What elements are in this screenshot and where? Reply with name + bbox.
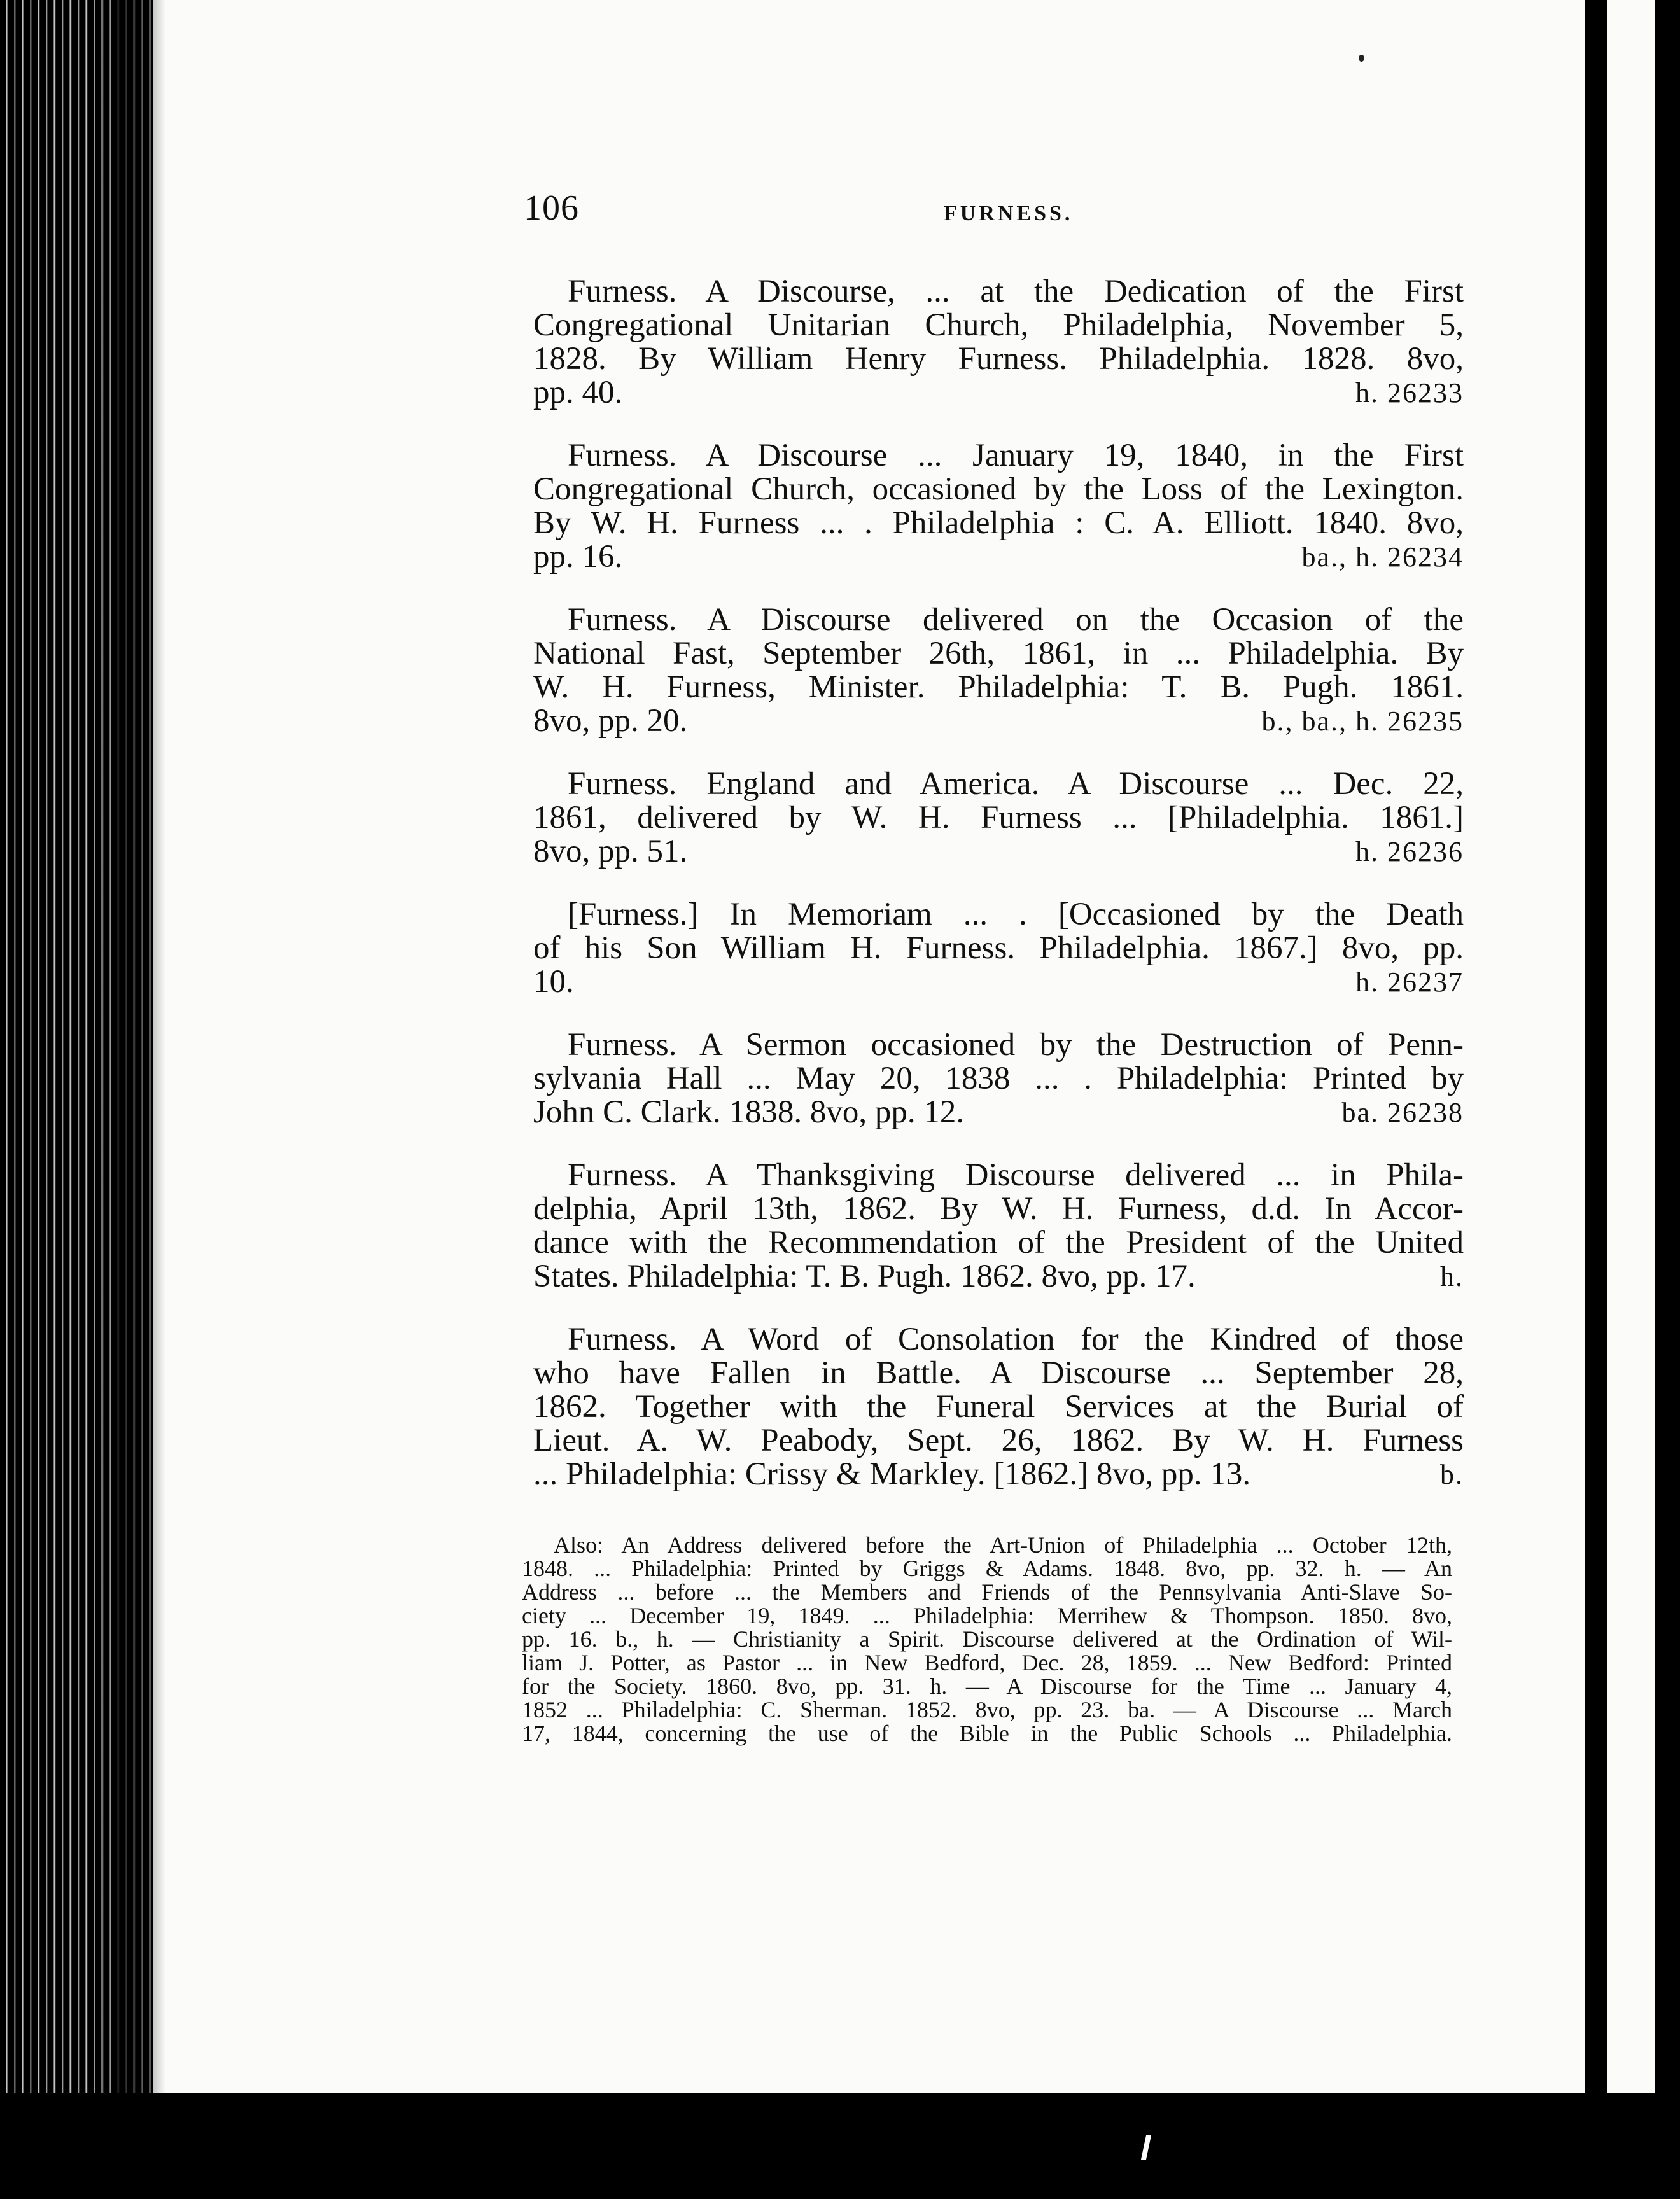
entry-reference: h. — [1440, 1261, 1464, 1292]
entry-line: Furness. A Discourse, ... at the Dedication of the First — [568, 274, 1464, 309]
entry-line: 1828. By William Henry Furness. Philadelphia. 1828. 8vo, — [533, 341, 1464, 377]
scan-speck — [1359, 55, 1364, 62]
gutter-shadow — [115, 0, 165, 2199]
entry-line: 8vo, pp. 51. — [533, 834, 688, 869]
bibliography-entry — [533, 1323, 1464, 1491]
note-line: 17, 1844, concerning the use of the Bible in the Public Schools ... Philadelphia. — [522, 1721, 1452, 1746]
entry-line: of his Son William H. Furness. Philadelphia. 1867.] 8vo, pp. — [533, 930, 1464, 966]
entry-line: Furness. A Discourse ... January 19, 1840, in the First — [568, 438, 1464, 473]
entry-reference: h. 26237 — [1355, 967, 1464, 998]
entry-line: W. H. Furness, Minister. Philadelphia: T. B. Pugh. 1861. — [533, 669, 1464, 705]
bibliography-entries — [533, 275, 1464, 1521]
entry-line: delphia, April 13th, 1862. By W. H. Furness, d.d. In Accor- — [533, 1191, 1464, 1227]
bibliography-entry — [533, 1028, 1464, 1129]
bibliography-entry — [533, 439, 1464, 574]
note-line: for the Society. 1860. 8vo, pp. 31. h. — A Discourse for the Time ... January 4, — [522, 1673, 1452, 1699]
entry-line: Congregational Unitarian Church, Philadelphia, November 5, — [533, 307, 1464, 343]
note-line: 1852 ... Philadelphia: C. Sherman. 1852. 8vo, pp. 23. ba. — A Discourse ... March — [522, 1697, 1452, 1722]
note-line: pp. 16. b., h. — Christianity a Spirit. Discourse delivered at the Ordination of Wil- — [522, 1626, 1452, 1652]
entry-line: [Furness.] In Memoriam ... . [Occasioned by the Death — [568, 897, 1464, 932]
entry-last-line — [533, 1458, 1464, 1491]
entry-line: Congregational Church, occasioned by the Loss of the Lexington. — [533, 471, 1464, 507]
entry-last-line — [533, 835, 1464, 869]
also-note — [522, 1533, 1452, 1745]
entry-line: Furness. A Discourse delivered on the Occasion of the — [568, 602, 1464, 638]
entry-reference: b., ba., h. 26235 — [1261, 706, 1464, 737]
entry-line: 1861, delivered by W. H. Furness ... [Philadelphia. 1861.] — [533, 800, 1464, 835]
entry-line: Furness. A Sermon occasioned by the Destruction of Penn- — [568, 1027, 1464, 1063]
entry-line: Furness. A Word of Consolation for the Kindred of those — [568, 1322, 1464, 1357]
entry-last-line — [533, 1260, 1464, 1294]
running-title: FURNESS. — [944, 202, 1074, 225]
entry-line: John C. Clark. 1838. 8vo, pp. 12. — [533, 1094, 965, 1130]
entry-line: dance with the Recommendation of the President of the United — [533, 1225, 1464, 1260]
entry-last-line — [533, 376, 1464, 410]
entry-line: National Fast, September 26th, 1861, in ... Philadelphia. By — [533, 636, 1464, 671]
entry-reference: h. 26236 — [1355, 836, 1464, 867]
note-line: ciety ... December 19, 1849. ... Philadelphia: Merrihew & Thompson. 1850. 8vo, — [522, 1603, 1452, 1628]
entry-line: pp. 16. — [533, 539, 623, 575]
entry-line: States. Philadelphia: T. B. Pugh. 1862. 8vo, pp. 17. — [533, 1259, 1196, 1294]
note-line: 1848. ... Philadelphia: Printed by Griggs & Adams. 1848. 8vo, pp. 32. h. — An — [522, 1556, 1452, 1581]
scan-border — [0, 2093, 1680, 2199]
entry-line: 8vo, pp. 20. — [533, 703, 688, 739]
bibliography-entry — [533, 1159, 1464, 1294]
entry-last-line — [533, 704, 1464, 738]
entry-line: 1862. Together with the Funeral Services at the Burial of — [533, 1389, 1464, 1425]
entry-line: who have Fallen in Battle. A Discourse ... September 28, — [533, 1355, 1464, 1391]
facing-page-edge — [1607, 0, 1655, 2093]
entry-line: ... Philadelphia: Crissy & Markley. [1862.] 8vo, pp. 13. — [533, 1456, 1251, 1492]
entry-line: Furness. England and America. A Discourse ... Dec. 22, — [568, 766, 1464, 802]
page-number: 106 — [524, 188, 579, 228]
bibliography-entry — [533, 603, 1464, 738]
entry-line: By W. H. Furness ... . Philadelphia : C. A. Elliott. 1840. 8vo, — [533, 505, 1464, 541]
entry-reference: ba. 26238 — [1341, 1097, 1464, 1128]
bibliography-entry — [533, 275, 1464, 410]
entry-last-line — [533, 965, 1464, 999]
entry-line: sylvania Hall ... May 20, 1838 ... . Philadelphia: Printed by — [533, 1061, 1464, 1096]
entry-reference: ba., h. 26234 — [1301, 541, 1464, 573]
entry-reference: b. — [1440, 1459, 1464, 1490]
entry-line: pp. 40. — [533, 375, 623, 410]
bibliography-entry — [533, 898, 1464, 999]
running-head — [524, 188, 1454, 232]
entry-line: Furness. A Thanksgiving Discourse delivered ... in Phila- — [568, 1157, 1464, 1193]
entry-last-line — [533, 540, 1464, 574]
note-line: liam J. Potter, as Pastor ... in New Bedford, Dec. 28, 1859. ... New Bedford: Printed — [522, 1650, 1452, 1675]
entry-reference: h. 26233 — [1355, 377, 1464, 408]
entry-line: 10. — [533, 964, 574, 1000]
note-line: Address ... before ... the Members and Friends of the Pennsylvania Anti-Slave So- — [522, 1579, 1452, 1605]
bibliography-entry — [533, 767, 1464, 869]
entry-line: Lieut. A. W. Peabody, Sept. 26, 1862. By W. H. Furness — [533, 1423, 1464, 1458]
entry-last-line — [533, 1096, 1464, 1129]
note-line: Also: An Address delivered before the Art-Union of Philadelphia ... October 12th, — [554, 1532, 1452, 1558]
